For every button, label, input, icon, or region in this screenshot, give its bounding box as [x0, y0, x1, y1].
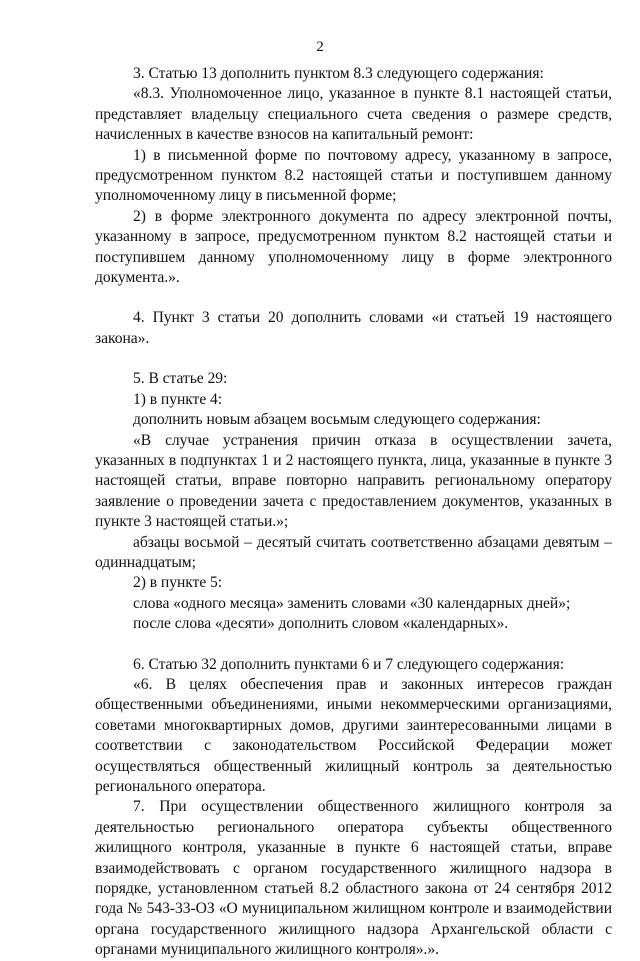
- paragraph-item-5-sub-1: 1) в пункте 4:: [133, 390, 223, 408]
- paragraph-item-5-sub-1-text: дополнить новым абзацем восьмым следующего содержания:: [133, 411, 541, 429]
- paragraph-quote-8-3: «8.3. Уполномоченное лицо, указанное в пункте 8.1 настоящей статьи, представляет владельцу специального счета сведения о размере средств, начисленных в качестве взносов на капитальный ремонт:: [95, 85, 612, 144]
- paragraph-item-5-sub-2-words: слова «одного месяца» заменить словами «30 календарных дней»;: [133, 594, 571, 612]
- document-body: [95, 64, 612, 961]
- paragraph-item-6-point-7: 7. При осуществлении общественного жилищного контроля за деятельностью регионального оператора субъекты общественного жилищного контроля, указанные в пункте 6 настоящей статьи, вправе взаимодействовать с органом государственного жилищного надзора в порядке, установленном статьей 8.2 областного закона от 24 сентября 2012 года № 543-33-ОЗ «О муниципальном жилищном контроле и взаимодействии органа государственного жилищного надзора Архангельской области с органами муниципального жилищного контроля».».: [95, 798, 612, 959]
- paragraph-item-3: 3. Статью 13 дополнить пунктом 8.3 следующего содержания:: [133, 65, 544, 82]
- paragraph-item-5-renumber: абзацы восьмой – десятый считать соответственно абзацами девятым – одиннадцатым;: [95, 533, 612, 571]
- paragraph-item-5-sub-2: 2) в пункте 5:: [133, 574, 223, 592]
- paragraph-item-4: 4. Пункт 3 статьи 20 дополнить словами «и статьей 19 настоящего закона».: [95, 309, 612, 347]
- paragraph-item-6: 6. Статью 32 дополнить пунктами 6 и 7 следующего содержания:: [133, 655, 565, 673]
- paragraph-subitem-1: 1) в письменной форме по почтовому адресу, указанному в запросе, предусмотренном пунктом 8.2 настоящей статьи и поступившем данному уполномоченному лицу в письменной форме;: [95, 146, 612, 205]
- paragraph-item-5: 5. В статье 29:: [133, 370, 228, 388]
- paragraph-subitem-2: 2) в форме электронного документа по адресу электронной почты, указанному в запросе, предусмотренном пунктом 8.2 настоящей статьи и поступившем данному уполномоченному лицу в форме электронного документа.».: [95, 207, 612, 287]
- paragraph-item-5-sub-2-add: после слова «десяти» дополнить словом «календарных».: [133, 615, 509, 633]
- paragraph-item-5-quote: «В случае устранения причин отказа в осуществлении зачета, указанных в подпунктах 1 и 2 настоящего пункта, лица, указанные в пункте 3 настоящей статьи, вправе повторно направить региональному оператору заявление о проведении зачета с предоставлением документов, указанных в пункте 3 настоящей статьи.»;: [95, 431, 612, 531]
- paragraph-item-6-point-6: «6. В целях обеспечения прав и законных интересов граждан общественными объединениями, иными некоммерческими организациями, советами многоквартирных домов, другими заинтересованными лицами в соответствии с законодательством Российской Федерации может осуществляться общественный жилищный контроль за деятельностью регионального оператора.: [95, 675, 612, 795]
- page-number: 2: [316, 39, 324, 55]
